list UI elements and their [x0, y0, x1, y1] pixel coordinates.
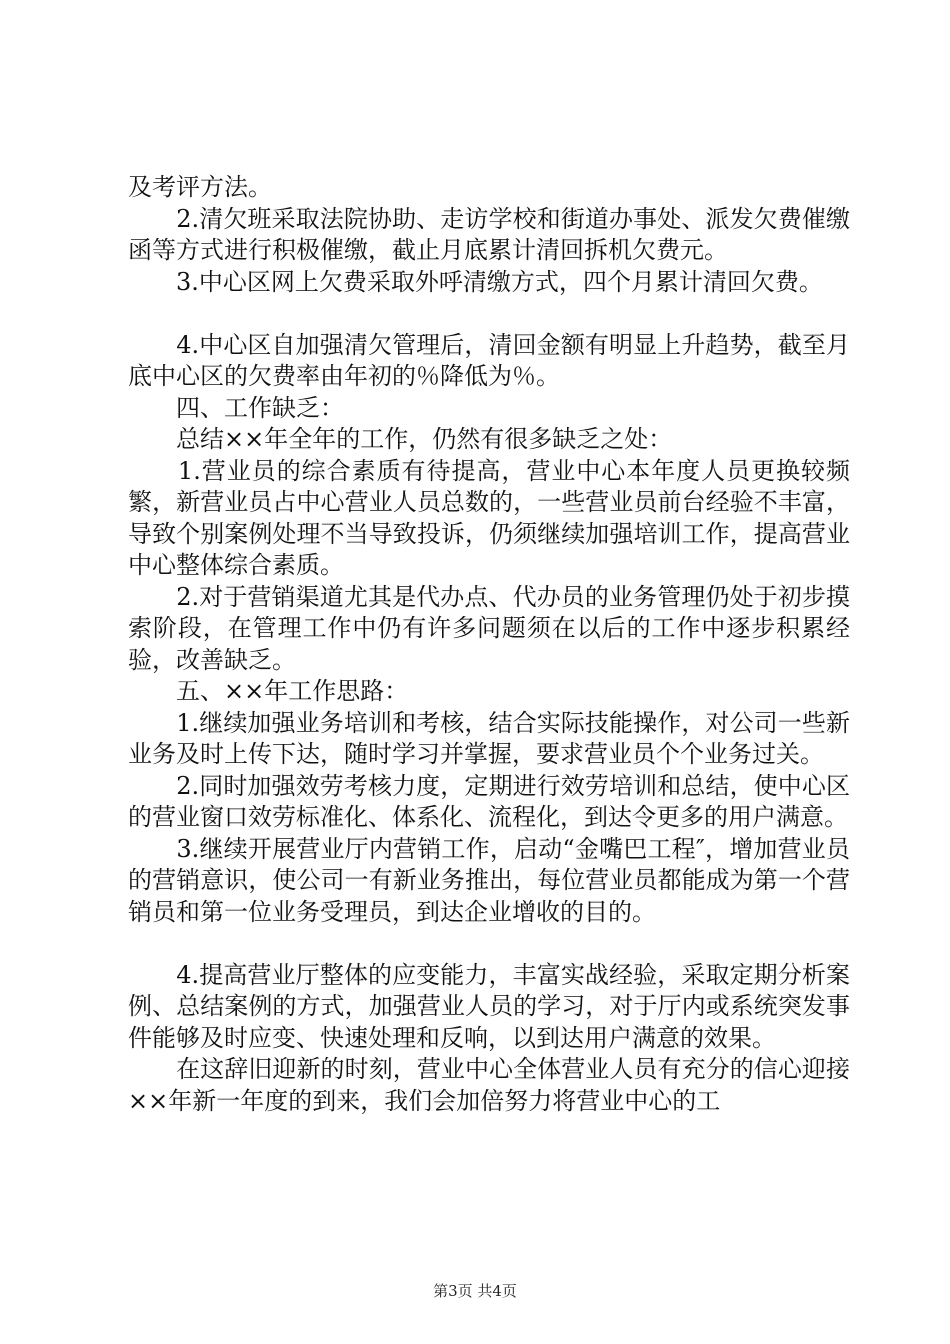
paragraph: 2.对于营销渠道尤其是代办点、代办员的业务管理仍处于初步摸索阶段，在管理工作中仍有许多问题须在以后的工作中逐步积累经验，改善缺乏。 — [128, 582, 850, 674]
paragraph: 2.清欠班采取法院协助、走访学校和街道办事处、派发欠费催缴函等方式进行积极催缴，截止月底累计清回拆机欠费元。 — [128, 204, 850, 264]
paragraph: 在这辞旧迎新的时刻，营业中心全体营业人员有充分的信心迎接××年新一年度的到来，我们会加倍努力将营业中心的工 — [128, 1055, 850, 1115]
paragraph: 总结××年全年的工作，仍然有很多缺乏之处： — [128, 425, 673, 453]
paragraph: 1.继续加强业务培训和考核，结合实际技能操作，对公司一些新业务及时上传下达，随时学习并掌握，要求营业员个个业务过关。 — [128, 708, 850, 768]
blank-line — [128, 298, 850, 330]
paragraph: 4.提高营业厅整体的应变能力，丰富实战经验，采取定期分析案例、总结案例的方式，加强营业人员的学习，对于厅内或系统突发事件能够及时应变、快速处理和反响，以到达用户满意的效果。 — [128, 960, 850, 1052]
paragraph: 2.同时加强效劳考核力度，定期进行效劳培训和总结，使中心区的营业窗口效劳标准化、体系化、流程化，到达令更多的用户满意。 — [128, 771, 850, 831]
section-heading: 四、工作缺乏： — [128, 393, 344, 422]
paragraph: 及考评方法。 — [128, 173, 272, 201]
paragraph: 3.中心区网上欠费采取外呼清缴方式，四个月累计清回欠费。 — [128, 267, 823, 296]
blank-line — [128, 928, 850, 960]
paragraph: 1.营业员的综合素质有待提高，营业中心本年度人员更换较频繁，新营业员占中心营业人员总数的，一些营业员前台经验不丰富，导致个别案例处理不当导致投诉，仍须继续加强培训工作，提高营业中心整体综合素质。 — [128, 456, 850, 579]
document-body — [128, 172, 850, 1117]
section-heading: 五、××年工作思路： — [128, 677, 409, 705]
paragraph: 3.继续开展营业厅内营销工作，启动“金嘴巴工程″，增加营业员的营销意识，使公司一有新业务推出，每位营业员都能成为第一个营销员和第一位业务受理员，到达企业增收的目的。 — [128, 834, 850, 926]
page-number: 第3页 共4页 — [433, 1282, 517, 1300]
paragraph: 4.中心区自加强清欠管理后，清回金额有明显上升趋势，截至月底中心区的欠费率由年初的％降低为％。 — [128, 330, 850, 390]
page-footer — [0, 1280, 950, 1301]
